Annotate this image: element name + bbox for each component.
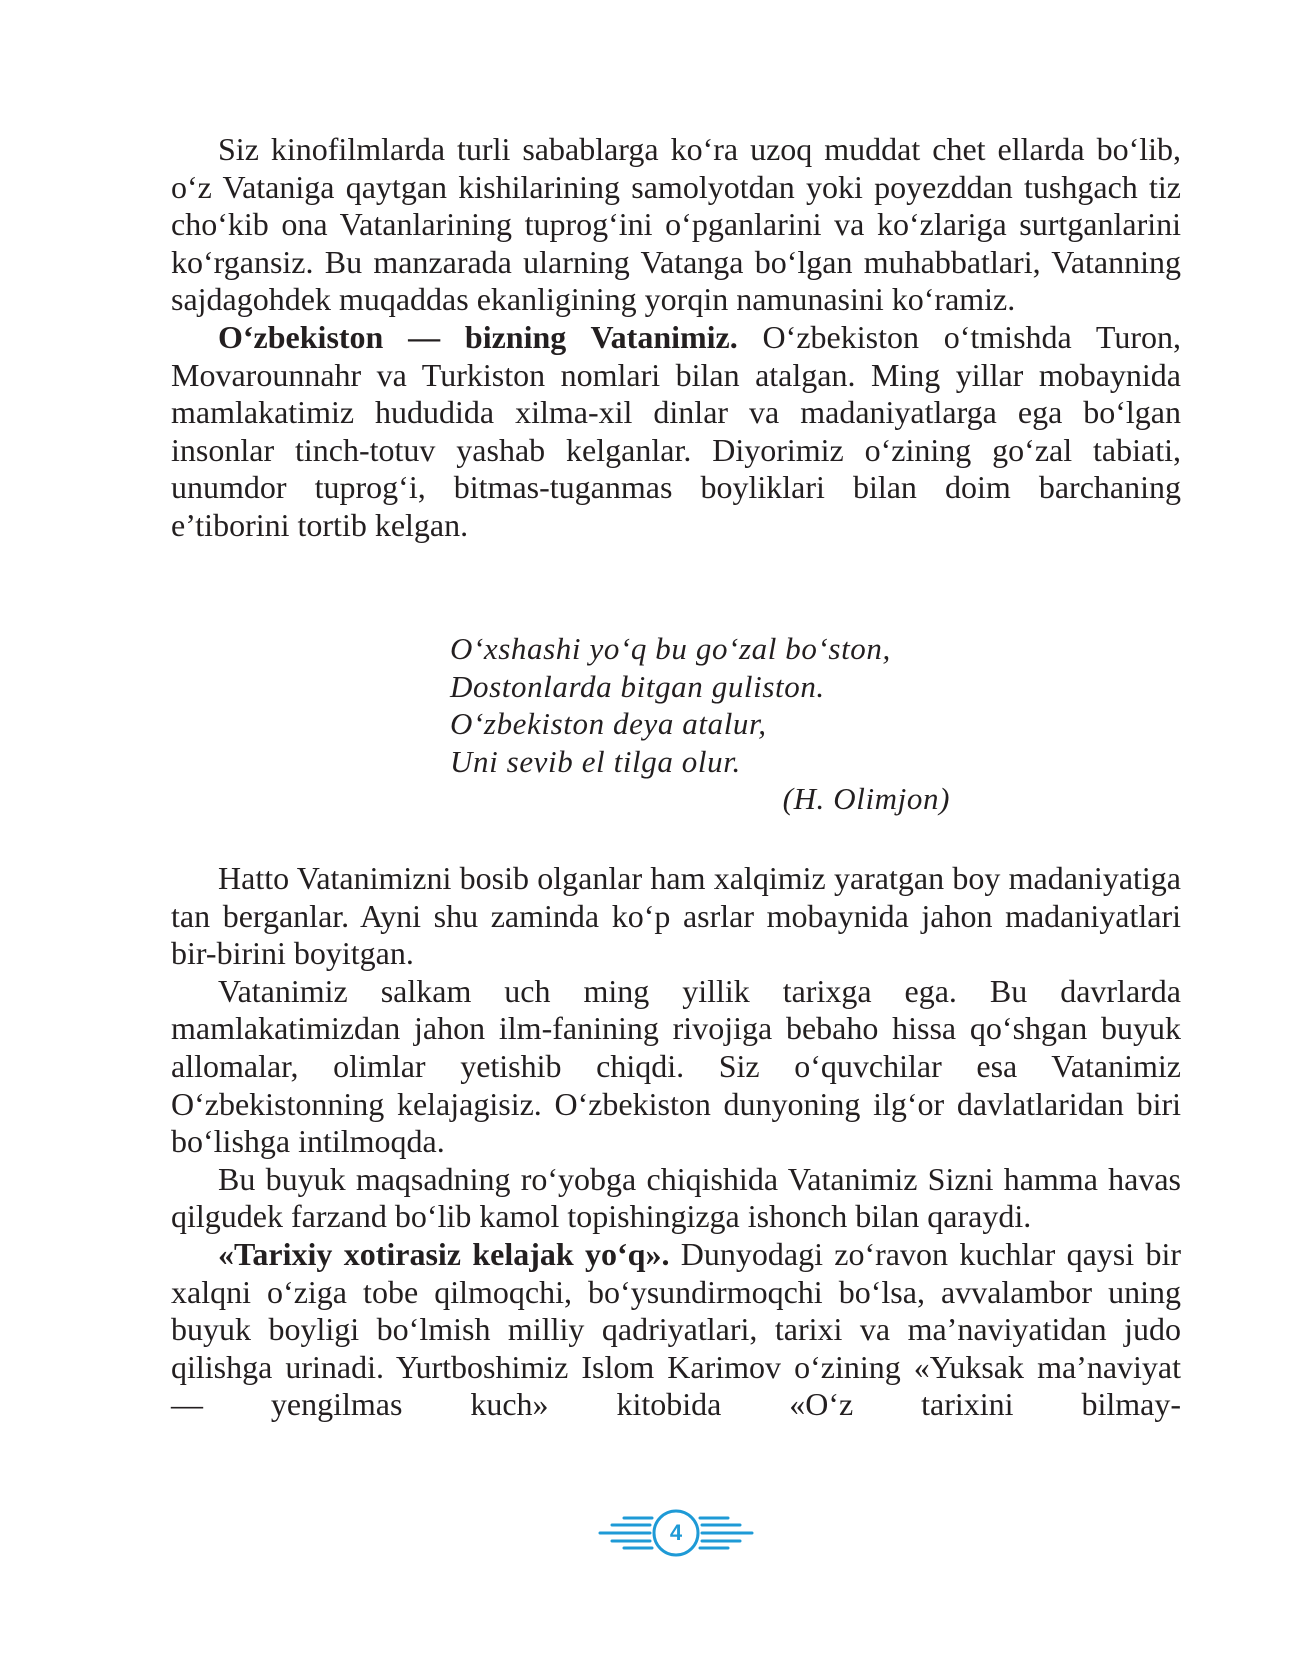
- paragraph-history: Vatanimiz salkam uch ming yillik tarixga ega. Bu davrlarda mamlakatimizdan jahon ilm-fanining rivojiga bebaho hissa qo‘shgan buyuk allomalar, olimlar yetishib chiqdi. Siz o‘quvchilar esa Vatanimiz O‘zbekistonning kelajagisiz. O‘zbekiston dunyoning ilg‘or davlatlaridan biri bo‘lishga intilmoqda.: [171, 972, 1181, 1160]
- paragraph-uzbekistan-body: O‘zbekiston o‘tmishda Turon, Movarounnahr va Turkiston nomlari bilan atalgan. Ming yillar mobaynida mamlakatimiz hududida xilma-xil dinlar va madaniyatlarga ega bo‘lgan insonlar tinch-totuv yashab kelganlar. Diyorimiz o‘zining go‘zal tabiati, unumdor tuprog‘i, bitmas-tuganmas boyliklari bilan doim barchaning e’tiborini tortib kelgan.: [171, 318, 1182, 543]
- poem-line-4: Uni sevib el tilga olur.: [450, 743, 741, 779]
- poem-line-1: O‘xshashi yo‘q bu go‘zal bo‘ston,: [450, 631, 891, 666]
- poem-line-2: Dostonlarda bitgan guliston.: [450, 668, 825, 704]
- paragraph-historical-memory-body: Dunyodagi zo‘ravon kuchlar qaysi bir xalqni o‘ziga tobe qilmoqchi, bo‘ysundirmoqchi bo‘lsa, avvalambor uning buyuk boyligi bo‘lmish milliy qadriyatlari, tarixi va ma’naviyatidan judo qilishga urinadi. Yurtboshimiz Islom Karimov o‘zining «Yuksak ma’naviyat — yengilmas kuch» kitobida «O‘z tarixini bilmay-: [171, 1235, 1182, 1423]
- poem-line-3: O‘zbekiston deya atalur,: [450, 706, 767, 741]
- text-block-top: [171, 131, 1181, 545]
- paragraph-uzbekistan-homeland: [171, 319, 1181, 545]
- paragraph-culture: Hatto Vatanimizni bosib olganlar ham xalqimiz yaratgan boy madaniyatiga tan berganlar. Ayni shu zaminda ko‘p asrlar mobaynida jahon madaniyatlari bir-birini boyitgan.: [171, 860, 1181, 972]
- poem-author: (H. Olimjon): [782, 781, 950, 816]
- paragraph-historical-memory: [171, 1236, 1181, 1424]
- text-block-bottom: [171, 860, 1181, 1424]
- section-heading-uzbekistan: O‘zbekiston — bizning Vatanimiz.: [218, 318, 738, 355]
- paragraph-kinofilm: Siz kinofilmlarda turli sabablarga ko‘ra uzoq muddat chet ellarda bo‘lib, o‘z Vataniga qaytgan kishilarining samolyotdan yoki poyezddan tushgach tiz cho‘kib ona Vatanlarining tuprog‘ini o‘pganlarini va ko‘zlariga surtganlarini ko‘rgansiz. Bu manzarada ularning Vatanga bo‘lgan muhabbatlari, Vatanning sajdagohdek muqaddas ekanligining yorqin namunasini ko‘ramiz.: [171, 131, 1181, 318]
- page-number: 4: [669, 1520, 683, 1545]
- page-number-ornament: [598, 1504, 754, 1562]
- poem: [450, 630, 950, 818]
- paragraph-goal: Bu buyuk maqsadning ro‘yobga chiqishida Vatanimiz Sizni hamma havas qilgudek farzand bo‘lib kamol topishingizga ishonch bilan qaraydi.: [171, 1160, 1181, 1235]
- section-heading-historical-memory: «Tarixiy xotirasiz kelajak yo‘q».: [218, 1235, 670, 1272]
